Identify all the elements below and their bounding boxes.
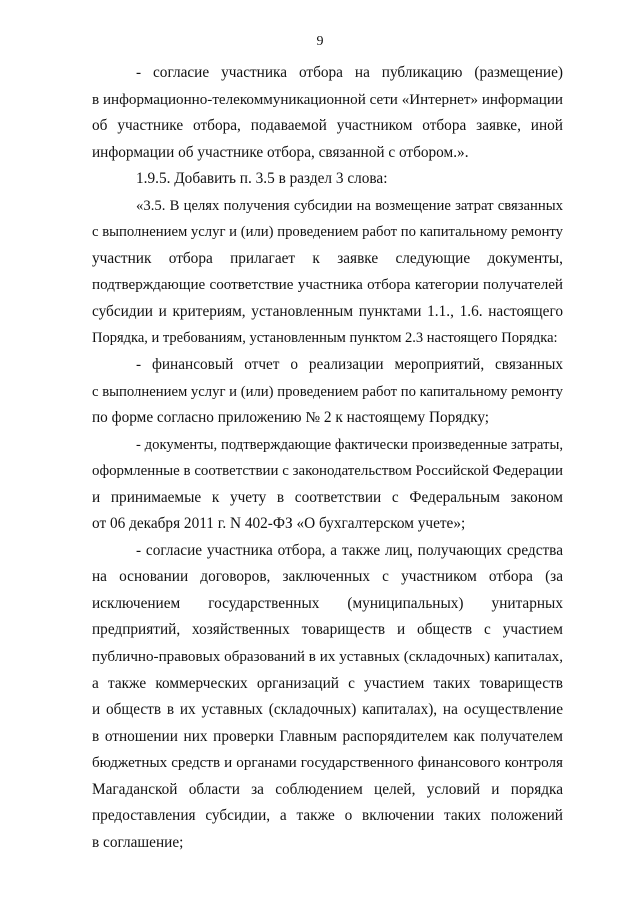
text-line: Магаданской области за соблюдением целей, условий и порядка: [92, 780, 563, 798]
text-line: публично-правовых образований в их уставных (складочных) капиталах,: [92, 649, 563, 666]
text-line: в соглашение;: [92, 833, 184, 851]
text-line: предоставления субсидии, а также о включении таких положений: [92, 807, 563, 825]
text-line: и обществ в их уставных (складочных) капиталах), на осуществление: [92, 701, 563, 719]
text-line: субсидии и критериям, установленным пунктами 1.1., 1.6. настоящего: [92, 302, 563, 320]
text-line: Порядка, и требованиям, установленным пунктом 2.3 настоящего Порядка:: [92, 330, 558, 347]
text-line: от 06 декабря 2011 г. N 402-ФЗ «О бухгалтерском учете»;: [92, 515, 466, 533]
text-line: - финансовый отчет о реализации мероприятий, связанных: [136, 356, 563, 374]
text-line: исключением государственных (муниципальных) унитарных: [92, 594, 563, 612]
text-line: в отношении них проверки Главным распорядителем как получателем: [92, 727, 563, 745]
text-line: и принимаемые к учету в соответствии с Федеральным законом: [92, 488, 563, 506]
page-number: 9: [316, 34, 324, 49]
text-line: с выполнением услуг и (или) проведением работ по капитальному ремонту: [92, 224, 563, 241]
text-line: «3.5. В целях получения субсидии на возмещение затрат связанных: [136, 197, 563, 214]
text-line: на основании договоров, заключенных с участником отбора (за: [92, 568, 563, 586]
text-line: об участнике отбора, подаваемой участником отбора заявке, иной: [92, 117, 563, 135]
text-line: по форме согласно приложению № 2 к настоящему Порядку;: [92, 409, 490, 427]
text-line: бюджетных средств и органами государственного финансового контроля: [92, 755, 563, 772]
text-line: - согласие участника отбора, а также лиц, получающих средства: [136, 541, 563, 559]
text-line: информации об участнике отбора, связанной с отбором.».: [92, 143, 469, 161]
text-line: подтверждающие соответствие участника отбора категории получателей: [92, 277, 563, 294]
text-line: а также коммерческих организаций с участием таких товариществ: [92, 674, 563, 692]
text-line: предприятий, хозяйственных товариществ и обществ с участием: [92, 621, 563, 639]
text-line: оформленные в соответствии с законодательством Российской Федерации: [92, 463, 563, 480]
document-body: [92, 60, 563, 856]
text-line: участник отбора прилагает к заявке следующие документы,: [92, 249, 563, 267]
text-line: - документы, подтверждающие фактически произведенные затраты,: [136, 436, 563, 453]
text-line: 1.9.5. Добавить п. 3.5 в раздел 3 слова:: [136, 170, 388, 188]
text-line: в информационно-телекоммуникационной сети «Интернет» информации: [92, 91, 563, 108]
text-line: - согласие участника отбора на публикацию (размещение): [136, 64, 563, 81]
text-line: с выполнением услуг и (или) проведением работ по капитальному ремонту: [92, 383, 563, 400]
